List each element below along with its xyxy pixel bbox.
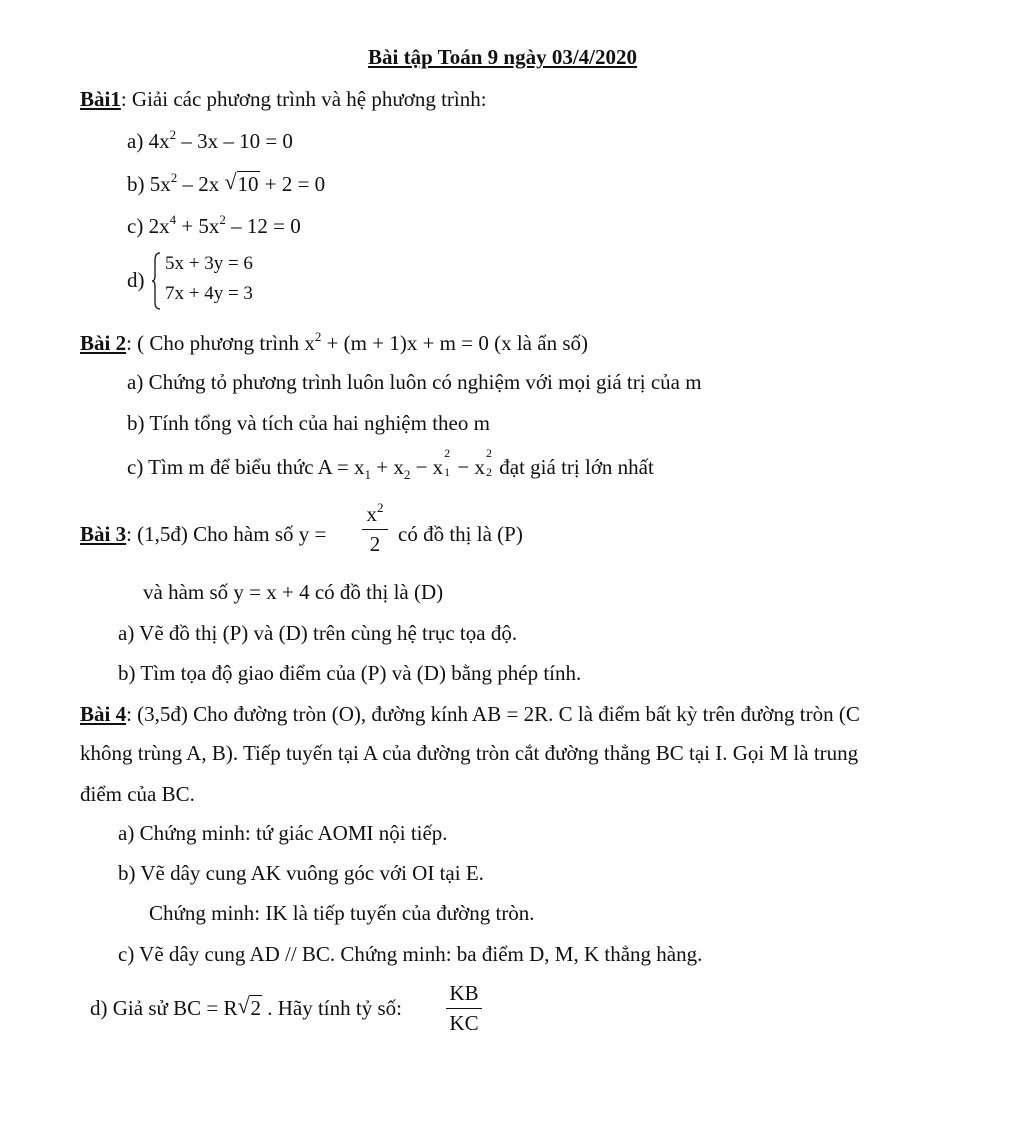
equation-term: 5x — [149, 172, 171, 196]
bai1-item-a — [127, 127, 293, 154]
equation-term: – 12 = 0 — [225, 214, 301, 238]
bai1-heading-line — [80, 87, 487, 112]
bai1-item-b — [127, 170, 325, 197]
exponent: 4 — [169, 212, 177, 227]
expr-part: đạt giá trị lớn nhất — [494, 455, 654, 479]
fraction-x2-over-2 — [362, 500, 388, 557]
bai3-intro-rest: có đồ thị là (P) — [398, 522, 523, 546]
subscript: 2 — [403, 467, 411, 482]
bai2-heading-line — [80, 329, 588, 356]
system-eq-1: 5x + 3y = 6 — [165, 253, 253, 274]
exponent: 2 — [314, 329, 322, 344]
bai4-line2: không trùng A, B). Tiếp tuyến tại A của đường tròn cắt đường thẳng BC tại I. Gọi M là trung — [80, 741, 859, 765]
fraction-bar — [446, 1008, 482, 1009]
bai2-item-b: b) Tính tổng và tích của hai nghiệm theo m — [127, 411, 490, 435]
bai3-heading-line — [80, 522, 326, 547]
system-brace — [151, 252, 161, 310]
sub-superscript — [443, 446, 452, 479]
equation-term: + 2 = 0 — [259, 172, 326, 196]
bai4-item-b: b) Vẽ dây cung AK vuông góc với OI tại E. — [118, 861, 484, 885]
fraction-denominator: KC — [449, 1011, 479, 1035]
square-root: √ 2 — [237, 993, 261, 1020]
item-text: . Hãy tính tỷ số: — [261, 996, 402, 1020]
square-root: √ 10 — [224, 169, 259, 196]
bai1-intro: : Giải các phương trình và hệ phương trình: — [120, 87, 487, 111]
numerator-var: x — [366, 502, 377, 526]
bai2-label: Bài 2 — [80, 331, 127, 355]
fraction-numerator: KB — [449, 981, 479, 1005]
bai4-item-a: a) Chứng minh: tứ giác AOMI nội tiếp. — [118, 821, 448, 845]
superscript: 2 — [444, 446, 451, 460]
item-text: d) Giả sử BC = R — [90, 996, 238, 1020]
bai4-item-c: c) Vẽ dây cung AD // BC. Chứng minh: ba điểm D, M, K thẳng hàng. — [118, 942, 703, 966]
bai2-item-a: a) Chứng tỏ phương trình luôn luôn có nghiệm với mọi giá trị của m — [127, 370, 702, 394]
item-label: a) — [127, 129, 144, 153]
bai1-item-c — [127, 212, 301, 239]
subscript: 1 — [444, 465, 451, 479]
bai1-label: Bài1 — [80, 87, 121, 111]
bai3-item-a: a) Vẽ đồ thị (P) và (D) trên cùng hệ trục tọa độ. — [118, 621, 518, 645]
bai2-item-c — [127, 446, 654, 483]
bai4-label: Bài 4 — [80, 702, 127, 726]
equation-term: 4x — [148, 129, 170, 153]
expr-part: − x — [452, 455, 486, 479]
subscript: 2 — [486, 465, 493, 479]
equation-term: – 3x – 10 = 0 — [176, 129, 293, 153]
expr-part: − x — [410, 455, 444, 479]
exponent: 2 — [377, 500, 384, 515]
item-label: b) — [127, 172, 145, 196]
equation-term: 2x — [148, 214, 170, 238]
sub-superscript — [485, 446, 494, 479]
subscript: 1 — [364, 467, 371, 482]
bai3-label: Bài 3 — [80, 522, 127, 546]
page-title: Bài tập Toán 9 ngày 03/4/2020 — [368, 45, 637, 69]
equation-term: – 2x — [177, 172, 220, 196]
bai1-item-d-label: d) — [127, 268, 145, 292]
fraction-numerator — [362, 500, 388, 527]
bai4-line1 — [80, 702, 860, 727]
fraction-denominator: 2 — [369, 532, 381, 556]
radicand: 2 — [250, 996, 261, 1020]
bai3-item-b: b) Tìm tọa độ giao điểm của (P) và (D) bằng phép tính. — [118, 661, 582, 685]
expr-part: + x — [370, 455, 404, 479]
superscript: 2 — [486, 446, 493, 460]
system-eq-2: 7x + 4y = 3 — [165, 283, 253, 304]
fraction-bar — [362, 529, 388, 530]
bai4-line3: điểm của BC. — [80, 782, 195, 806]
bai2-intro-rest: + (m + 1)x + m = 0 (x là ẩn số) — [321, 331, 588, 355]
bai3-line2: và hàm số y = x + 4 có đồ thị là (D) — [143, 580, 444, 604]
equation-term: + 5x — [176, 214, 220, 238]
bai3-intro: : (1,5đ) Cho hàm số y = — [126, 522, 327, 546]
fraction-kb-over-kc — [446, 981, 482, 1036]
bai4-item-d — [90, 993, 402, 1021]
bai4-text: : (3,5đ) Cho đường tròn (O), đường kính AB = 2R. C là điểm bất kỳ trên đường tròn (C — [126, 702, 860, 726]
bai2-intro: : ( Cho phương trình x — [126, 331, 315, 355]
item-label: c) — [127, 214, 144, 238]
exponent: 2 — [169, 127, 177, 142]
bai4-item-b-proof: Chứng minh: IK là tiếp tuyến của đường tròn. — [149, 901, 535, 925]
exponent: 2 — [170, 170, 178, 185]
expr-part: c) Tìm m để biểu thức A = x — [127, 455, 365, 479]
exponent: 2 — [219, 212, 226, 227]
radicand: 10 — [237, 172, 259, 196]
